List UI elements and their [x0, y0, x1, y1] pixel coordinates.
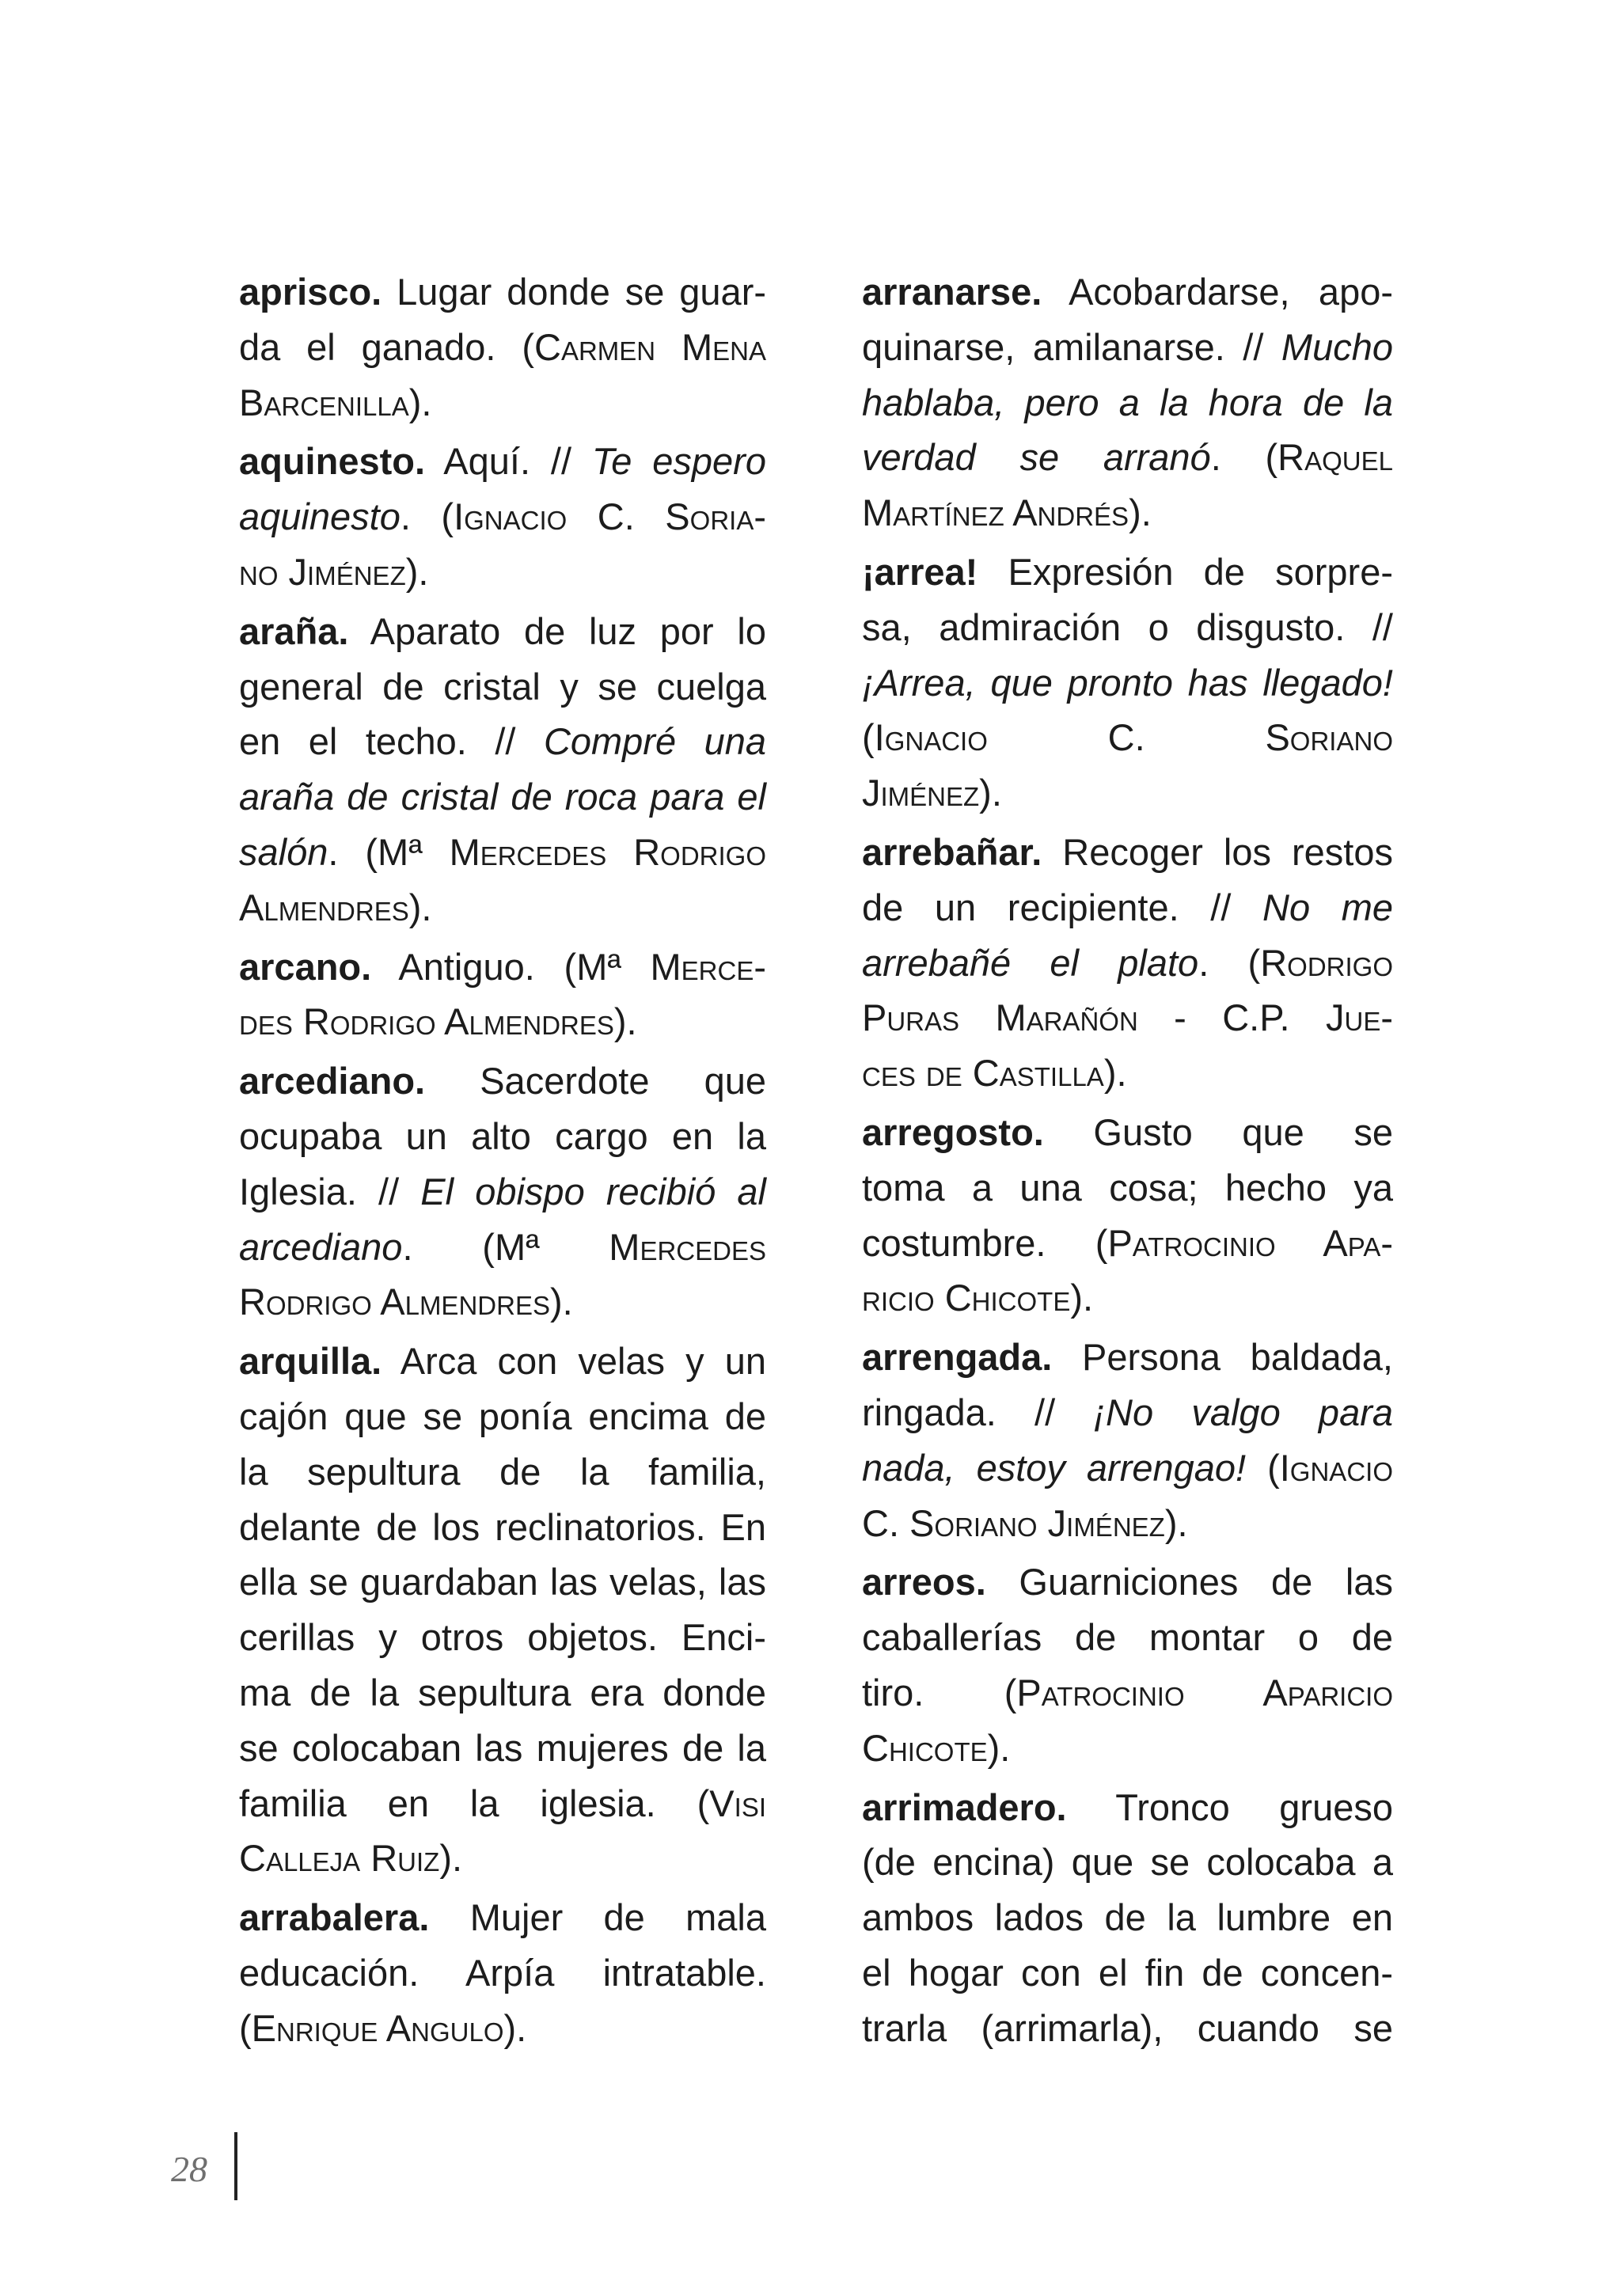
- text-line: [239, 659, 766, 715]
- usage-example: No me: [1262, 886, 1393, 928]
- source-attribution: des Rodrigo Almendres: [239, 1000, 614, 1043]
- definition-text: ).: [979, 772, 1002, 814]
- definition-text: cajón que se ponía encima de: [239, 1395, 766, 1437]
- definition-text: ).: [1164, 1501, 1188, 1544]
- definition-text: Tronco grueso: [1066, 1786, 1393, 1828]
- definition-text: Arca con velas y un: [382, 1340, 766, 1383]
- entry-headword: arrengada.: [862, 1336, 1053, 1379]
- text-line: [239, 545, 766, 600]
- entry-headword: aquinesto.: [239, 440, 426, 483]
- dictionary-entry: [862, 264, 1393, 541]
- text-line: [862, 1330, 1393, 1385]
- text-line: [239, 1610, 766, 1665]
- text-line: [239, 1500, 766, 1555]
- text-line: [862, 710, 1393, 765]
- usage-example: Mucho: [1281, 325, 1393, 368]
- definition-text: Expresión de sorpre-: [978, 550, 1393, 593]
- text-line: [862, 264, 1393, 320]
- entry-headword: ¡arrea!: [862, 550, 978, 593]
- text-line: [862, 1496, 1393, 1551]
- definition-text: general de cristal y se cuelga: [239, 665, 766, 708]
- entry-headword: aprisco.: [239, 271, 382, 313]
- entry-headword: arrimadero.: [862, 1786, 1067, 1828]
- dictionary-entry: [862, 545, 1393, 821]
- definition-text: educación. Arpía intratable.: [239, 1951, 766, 1994]
- dictionary-entry: [239, 434, 766, 599]
- definition-text: familia en la iglesia. (: [239, 1782, 710, 1824]
- definition-text: ).: [408, 886, 432, 928]
- definition-text: ).: [1103, 1052, 1127, 1095]
- definition-text: ambos lados de la lumbre en: [862, 1896, 1393, 1939]
- text-line: [862, 1385, 1393, 1440]
- usage-example: araña de cristal de roca para el: [239, 776, 766, 818]
- text-line: [239, 2001, 766, 2056]
- text-line: [862, 1835, 1393, 1890]
- text-line: [862, 1160, 1393, 1216]
- usage-example: hablaba, pero a la hora de la: [862, 381, 1393, 423]
- text-line: [239, 1945, 766, 2001]
- source-attribution: Barcenilla: [239, 381, 409, 423]
- text-line: [239, 1554, 766, 1610]
- source-attribution: Raquel: [1277, 436, 1393, 479]
- usage-example: nada, estoy arrengao!: [862, 1446, 1247, 1489]
- definition-text: (de encina) que se colocaba a: [862, 1841, 1393, 1884]
- text-line: [239, 880, 766, 935]
- text-line: [239, 1665, 766, 1721]
- text-line: [862, 1780, 1393, 1835]
- definition-text: ).: [503, 2006, 527, 2049]
- text-line: [862, 1440, 1393, 1496]
- dictionary-entry: [862, 1330, 1393, 1550]
- entry-headword: arrabalera.: [239, 1896, 430, 1939]
- source-attribution: Jiménez: [862, 772, 980, 814]
- definition-text: ).: [408, 381, 432, 423]
- definition-text: Gusto que se: [1043, 1110, 1393, 1153]
- definition-text: ).: [549, 1281, 573, 1323]
- text-line: [862, 1046, 1393, 1101]
- left-column: [239, 264, 766, 2056]
- text-line: [862, 990, 1393, 1046]
- page-number: 28: [171, 2149, 207, 2189]
- definition-text: quinarse, amilanarse. //: [862, 325, 1281, 368]
- entry-headword: araña.: [239, 609, 349, 652]
- dictionary-entry: [862, 1554, 1393, 1775]
- entry-headword: arcediano.: [239, 1060, 426, 1102]
- usage-example: aquinesto: [239, 495, 401, 538]
- usage-example: Te espero: [591, 440, 766, 483]
- usage-example: ¡Arrea, que pronto has llegado!: [862, 661, 1393, 704]
- entry-headword: arcano.: [239, 945, 372, 988]
- text-line: [239, 994, 766, 1049]
- text-line: [239, 1831, 766, 1886]
- text-line: [239, 1334, 766, 1389]
- right-column: [862, 264, 1393, 2056]
- definition-text: . (Mª: [402, 1225, 609, 1268]
- definition-text: Persona baldada,: [1052, 1336, 1393, 1379]
- definition-text: costumbre. (: [862, 1221, 1108, 1264]
- definition-text: ).: [439, 1837, 463, 1880]
- definition-text: . (: [1198, 941, 1261, 984]
- definition-text: Aparato de luz por lo: [348, 609, 766, 652]
- dictionary-entry: [862, 825, 1393, 1101]
- text-line: [239, 1389, 766, 1444]
- definition-text: se colocaban las mujeres de la: [239, 1726, 766, 1769]
- definition-text: Sacerdote que: [425, 1060, 766, 1102]
- text-line: [239, 434, 766, 489]
- definition-text: (: [862, 716, 875, 759]
- definition-text: de un recipiente. //: [862, 886, 1262, 928]
- dictionary-entry: [862, 1780, 1393, 2056]
- text-line: [862, 1105, 1393, 1160]
- entry-headword: arrebañar.: [862, 830, 1042, 873]
- entry-headword: arregosto.: [862, 1110, 1044, 1153]
- source-attribution: Patrocinio Apa-: [1107, 1221, 1393, 1264]
- definition-text: ).: [405, 550, 429, 593]
- text-line: [862, 430, 1393, 485]
- definition-text: delante de los reclinatorios. En: [239, 1505, 766, 1548]
- text-line: [239, 604, 766, 659]
- text-line: [239, 825, 766, 880]
- text-line: [239, 939, 766, 995]
- text-line: [239, 320, 766, 375]
- page-number-divider: [234, 2132, 237, 2200]
- dictionary-entry: [239, 939, 766, 1050]
- definition-text: ringada. //: [862, 1391, 1094, 1433]
- entry-headword: arreos.: [862, 1561, 986, 1603]
- definition-text: ocupaba un alto cargo en la: [239, 1114, 766, 1157]
- source-attribution: ces de Castilla: [862, 1052, 1104, 1095]
- source-attribution: no Jiménez: [239, 550, 406, 593]
- dictionary-entry: [239, 604, 766, 935]
- source-attribution: Patrocinio Aparicio: [1016, 1671, 1394, 1713]
- source-attribution: Carmen Mena: [534, 325, 767, 368]
- definition-text: ).: [1070, 1277, 1094, 1319]
- text-line: [862, 600, 1393, 655]
- text-line: [239, 1444, 766, 1500]
- definition-text: Lugar donde se guar-: [382, 271, 766, 313]
- text-line: [862, 545, 1393, 600]
- definition-text: trarla (arrimarla), cuando se: [862, 2006, 1393, 2049]
- source-attribution: Chicote: [862, 1726, 988, 1769]
- text-line: [862, 1610, 1393, 1665]
- definition-text: tiro. (: [862, 1671, 1017, 1713]
- text-line: [239, 769, 766, 825]
- dictionary-entry: [862, 1105, 1393, 1326]
- text-line: [239, 1721, 766, 1776]
- definition-text: el hogar con el fin de concen-: [862, 1951, 1393, 1994]
- definition-text: Acobardarse, apo-: [1042, 271, 1393, 313]
- definition-text: sa, admiración o disgusto. //: [862, 605, 1393, 648]
- dictionary-entry: [239, 1334, 766, 1886]
- source-attribution: Calleja Ruiz: [239, 1837, 440, 1880]
- definition-text: ).: [1129, 491, 1152, 534]
- definition-text: ella se guardaban las velas, las: [239, 1561, 766, 1603]
- text-line: [862, 1270, 1393, 1326]
- definition-text: . (: [400, 495, 454, 538]
- usage-example: salón: [239, 830, 328, 873]
- source-attribution: Ignacio: [1279, 1446, 1393, 1489]
- definition-text: (: [239, 2006, 252, 2049]
- usage-example: arrebañé el plato: [862, 941, 1199, 984]
- definition-text: Antiguo. (Mª: [371, 945, 651, 988]
- definition-text: ).: [987, 1726, 1011, 1769]
- text-line: [239, 1053, 766, 1109]
- definition-text: Recoger los restos: [1042, 830, 1393, 873]
- entry-headword: arranarse.: [862, 271, 1042, 313]
- source-attribution: Ignacio C. Soria-: [454, 495, 766, 538]
- text-line: [862, 1945, 1393, 2001]
- entry-headword: arquilla.: [239, 1340, 382, 1383]
- definition-text: caballerías de montar o de: [862, 1616, 1393, 1659]
- definition-text: toma a una cosa; hecho ya: [862, 1166, 1393, 1209]
- source-attribution: Visi: [709, 1782, 766, 1824]
- text-line: [239, 264, 766, 320]
- source-attribution: Mercedes Rodrigo: [449, 830, 766, 873]
- dictionary-entry: [239, 1890, 766, 2055]
- text-line: [239, 1109, 766, 1164]
- usage-example: arcediano: [239, 1225, 403, 1268]
- definition-text: Aquí. //: [425, 440, 592, 483]
- text-line: [239, 1890, 766, 1945]
- text-line: [862, 2001, 1393, 2056]
- dictionary-entry: [239, 264, 766, 430]
- definition-text: Iglesia. //: [239, 1170, 421, 1213]
- definition-text: la sepultura de la familia,: [239, 1450, 766, 1493]
- text-line: [862, 320, 1393, 375]
- usage-example: El obispo recibió al: [420, 1170, 767, 1213]
- source-attribution: Puras Marañón - C.P. Jue-: [862, 996, 1393, 1039]
- text-line: [239, 1776, 766, 1831]
- text-line: [862, 375, 1393, 431]
- text-line: [239, 375, 766, 431]
- text-line: [862, 1554, 1393, 1610]
- definition-text: ma de la sepultura era donde: [239, 1671, 766, 1713]
- source-attribution: Rodrigo: [1260, 941, 1393, 984]
- definition-text: Mujer de mala: [429, 1896, 766, 1939]
- dictionary-entry: [239, 1053, 766, 1330]
- text-line: [862, 1216, 1393, 1271]
- source-attribution: Merce-: [650, 945, 766, 988]
- text-line: [862, 1721, 1393, 1776]
- text-line: [862, 1665, 1393, 1721]
- definition-text: da el ganado. (: [239, 325, 535, 368]
- source-attribution: Martínez Andrés: [862, 491, 1129, 534]
- text-line: [239, 489, 766, 545]
- usage-example: Compré una: [543, 720, 766, 763]
- text-line: [862, 765, 1393, 821]
- source-attribution: Almendres: [239, 886, 409, 928]
- source-attribution: Rodrigo Almendres: [239, 1281, 550, 1323]
- definition-text: cerillas y otros objetos. Enci-: [239, 1616, 766, 1659]
- text-line: [239, 1164, 766, 1220]
- definition-text: Guarniciones de las: [985, 1561, 1393, 1603]
- text-line: [239, 1274, 766, 1330]
- definition-text: en el techo. //: [239, 720, 544, 763]
- text-line: [862, 935, 1393, 991]
- text-line: [862, 880, 1393, 935]
- source-attribution: Mercedes: [609, 1225, 766, 1268]
- text-line: [862, 655, 1393, 711]
- source-attribution: ricio Chicote: [862, 1277, 1071, 1319]
- text-line: [239, 1220, 766, 1275]
- definition-text: . (Mª: [328, 830, 450, 873]
- source-attribution: C. Soriano Jiménez: [862, 1501, 1165, 1544]
- text-line: [862, 1890, 1393, 1945]
- definition-text: . (: [1210, 436, 1278, 479]
- text-line: [239, 714, 766, 769]
- definition-text: ).: [613, 1000, 637, 1043]
- source-attribution: Ignacio C. Soriano: [874, 716, 1393, 759]
- text-line: [862, 485, 1393, 541]
- usage-example: verdad se arranó: [862, 436, 1211, 479]
- text-line: [862, 825, 1393, 880]
- usage-example: ¡No valgo para: [1093, 1391, 1393, 1433]
- source-attribution: Enrique Angulo: [251, 2006, 504, 2049]
- definition-text: (: [1246, 1446, 1280, 1489]
